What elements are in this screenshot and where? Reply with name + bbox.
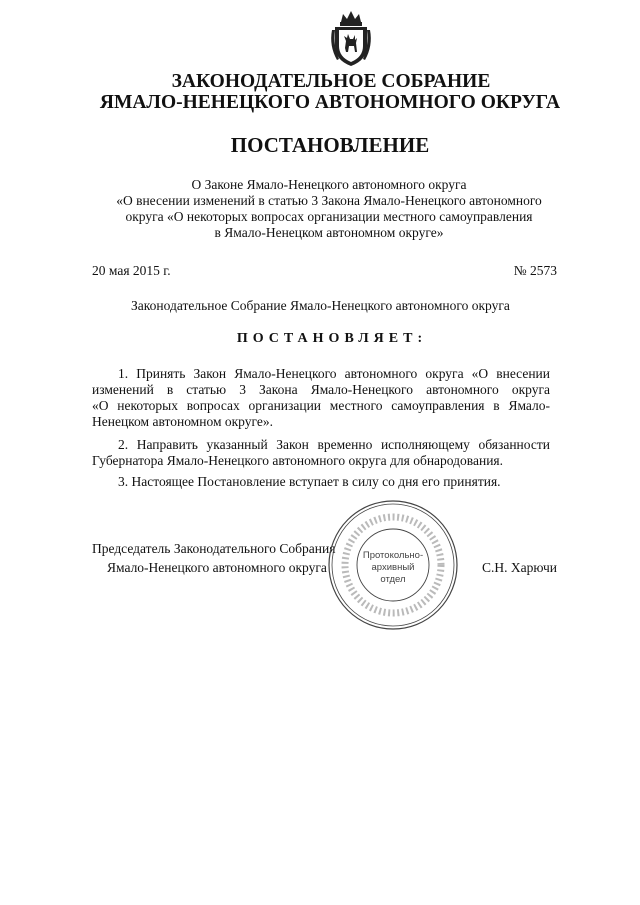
coat-of-arms-icon: [329, 8, 373, 68]
clause-1-line2: изменений в статью 3 Закона Ямало-Ненецкого автономного округа: [92, 382, 550, 397]
subject-line2: «О внесении изменений в статью 3 Закона Ямало-Ненецкого автономного: [116, 193, 542, 208]
subject-line4: в Ямало-Ненецком автономном округе»: [214, 225, 444, 240]
clause-3: 3. Настоящее Постановление вступает в силу со дня его принятия.: [118, 474, 501, 489]
signatory-name: С.Н. Харючи: [482, 560, 557, 575]
clause-1-line3: «О некоторых вопросах организации местного самоуправления в Ямало-: [92, 398, 550, 413]
stamp-text-line3: отдел: [380, 574, 406, 585]
clause-1-line1: 1. Принять Закон Ямало-Ненецкого автономного округа «О внесении: [118, 366, 550, 381]
org-name-line2: ЯМАЛО-НЕНЕЦКОГО АВТОНОМНОГО ОКРУГА: [99, 92, 561, 113]
resolves-heading: ПОСТАНОВЛЯЕТ:: [236, 331, 428, 346]
document-type-title: ПОСТАНОВЛЕНИЕ: [230, 133, 430, 157]
clause-2-line1: 2. Направить указанный Закон временно исполняющему обязанности: [118, 437, 550, 452]
clause-2-line2: Губернатора Ямало-Ненецкого автономного округа для обнародования.: [92, 453, 504, 468]
stamp-text-line1: Протокольно-: [362, 550, 424, 561]
stamp-text-line2: архивный: [371, 562, 415, 573]
clause-1-line4: Ненецком автономном округе».: [92, 414, 273, 429]
signatory-title-line2: Ямало-Ненецкого автономного округа: [107, 560, 327, 575]
official-stamp: [326, 498, 460, 632]
signatory-title-line1: Председатель Законодательного Собрания: [92, 541, 336, 556]
document-date: 20 мая 2015 г.: [92, 263, 171, 278]
subject-line3: округа «О некоторых вопросах организации местного самоуправления: [125, 209, 533, 224]
org-name-line1: ЗАКОНОДАТЕЛЬНОЕ СОБРАНИЕ: [171, 71, 491, 92]
subject-line1: О Законе Ямало-Ненецкого автономного округа: [191, 177, 467, 192]
document-number: № 2573: [513, 263, 557, 278]
assembly-name: Законодательное Собрание Ямало-Ненецкого автономного округа: [131, 298, 510, 313]
